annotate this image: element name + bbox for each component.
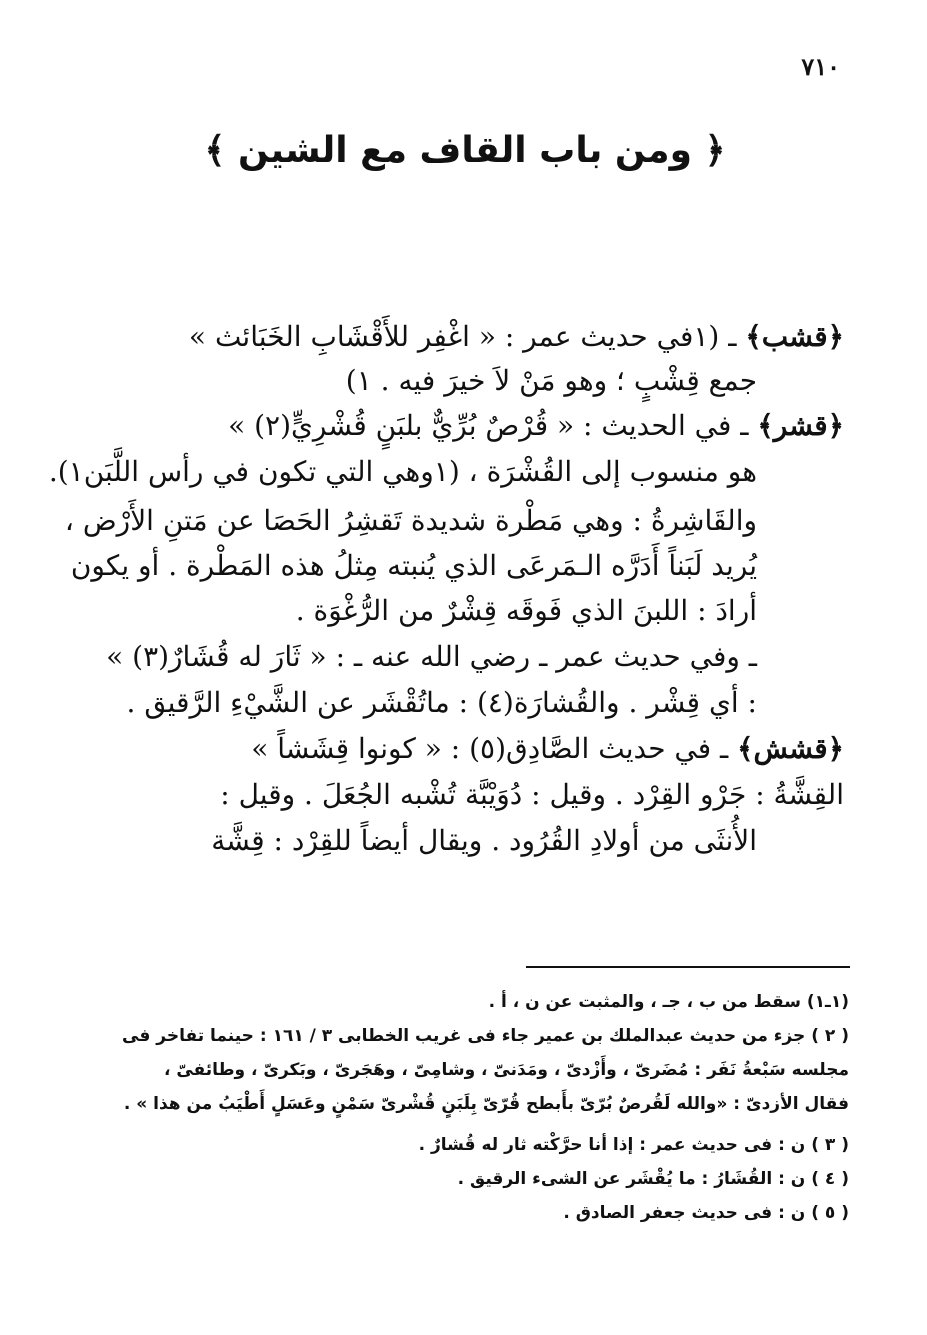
line-text: والقَاشِرةُ : وهي مَطْرة شديدة تَقشِرُ الحَصَا عن مَتنِ الأَرْض ، — [64, 504, 757, 537]
headword: ﴿قشب﴾ — [745, 320, 844, 353]
footnote: ( ٢ ) جزء من حديث عبدالملك بن عمير جاء فى غريب الخطابى ٣ / ١٦١ : حينما تفاخر فى — [122, 1026, 849, 1046]
body-line — [49, 453, 757, 493]
footnote: ( ٣ ) ن : فى حديث عمر : إذا أنا حرَّكْته ثار له قُشارٌ . — [418, 1135, 849, 1155]
body-line — [71, 547, 757, 587]
chapter-heading: ﴿ ومن باب القاف مع الشين ﴾ — [204, 130, 726, 171]
line-text: ـ في حديث الصَّادِق(٥) : « كونوا قِشَشاً » — [251, 732, 738, 765]
line-text: : أي قِشْر . والقُشارَة(٤) : ماتُقْشَر عن الشَّيْءِ الرَّقيق . — [126, 686, 757, 719]
headword: ﴿قشر﴾ — [757, 409, 844, 442]
body-line — [211, 822, 757, 862]
line-text: أرادَ : اللبنَ الذي فَوقَه قِشْرٌ من الرُّغْوَة . — [295, 594, 757, 627]
body-line — [189, 318, 844, 358]
headword: ﴿قشش﴾ — [737, 732, 844, 765]
line-text: القِشَّةُ : جَرْو القِرْد . وقيل : دُوَيْبَّة تُشْبه الجُعَلَ . وقيل : — [220, 778, 844, 811]
body-line — [220, 776, 844, 816]
line-text: الأُنثَى من أولادِ القُرُود . ويقال أيضاً للقِرْد : قِشَّة — [211, 824, 757, 857]
footnote: ( ٥ ) ن : فى حديث جعفر الصادق . — [563, 1203, 849, 1223]
body-line — [127, 684, 757, 724]
line-text: يُريد لَبَناً أَدَرَّه الـمَرعَى الذي يُنبته مِثلُ هذه المَطْرة . أو يكون — [70, 549, 757, 582]
footnote-continuation: مجلسه سَبْعةُ نَفَر : مُضَرىّ ، وأَزْدىّ ، ومَدَنىّ ، وشامِىّ ، وهَجَرىّ ، وبَكرىّ ، وطائفىّ ، — [163, 1060, 849, 1080]
body-line — [346, 362, 757, 402]
body-line — [228, 407, 844, 447]
page-number: ٧١٠ — [801, 52, 840, 81]
footnote-continuation: فقال الأزدىّ : «والله لَقُرصٌ بُرّىّ بأَبطح قُرّىّ بِلَبَنٍ قُشْرىّ سَمْنٍ وعَسَلٍ أَطْيَبُ من هذا » . — [123, 1094, 849, 1114]
line-text: هو منسوب إلى القُشْرَة ، (١وهي التي تكون في رأس اللَّبَن١). — [48, 455, 757, 488]
line-text: جمع قِشْبٍ ؛ وهو مَنْ لاَ خيرَ فيه . ١) — [345, 364, 757, 397]
body-line — [65, 502, 757, 542]
line-text: ـ في الحديث : « قُرْصٌ بُرِّيٌّ بلبَنٍ قُشْرِيٍّ(٢) » — [228, 409, 758, 442]
footnote: (١ـ١) سقط من ب ، جـ ، والمثبت عن ن ، أ . — [488, 992, 849, 1012]
line-text: ـ (١في حديث عمر : « اغْفِر للأَقْشَابِ الخَبَائث » — [188, 320, 746, 353]
body-line — [296, 592, 757, 632]
body-line — [251, 730, 844, 770]
footnote-divider — [526, 966, 850, 968]
footnote: ( ٤ ) ن : القُشَارُ : ما يُقْشَر عن الشىء الرقيق . — [457, 1169, 849, 1189]
line-text: ـ وفي حديث عمر ـ رضي الله عنه ـ : « ثَارَ له قُشَارٌ(٣) » — [106, 640, 757, 673]
body-line — [106, 638, 757, 678]
